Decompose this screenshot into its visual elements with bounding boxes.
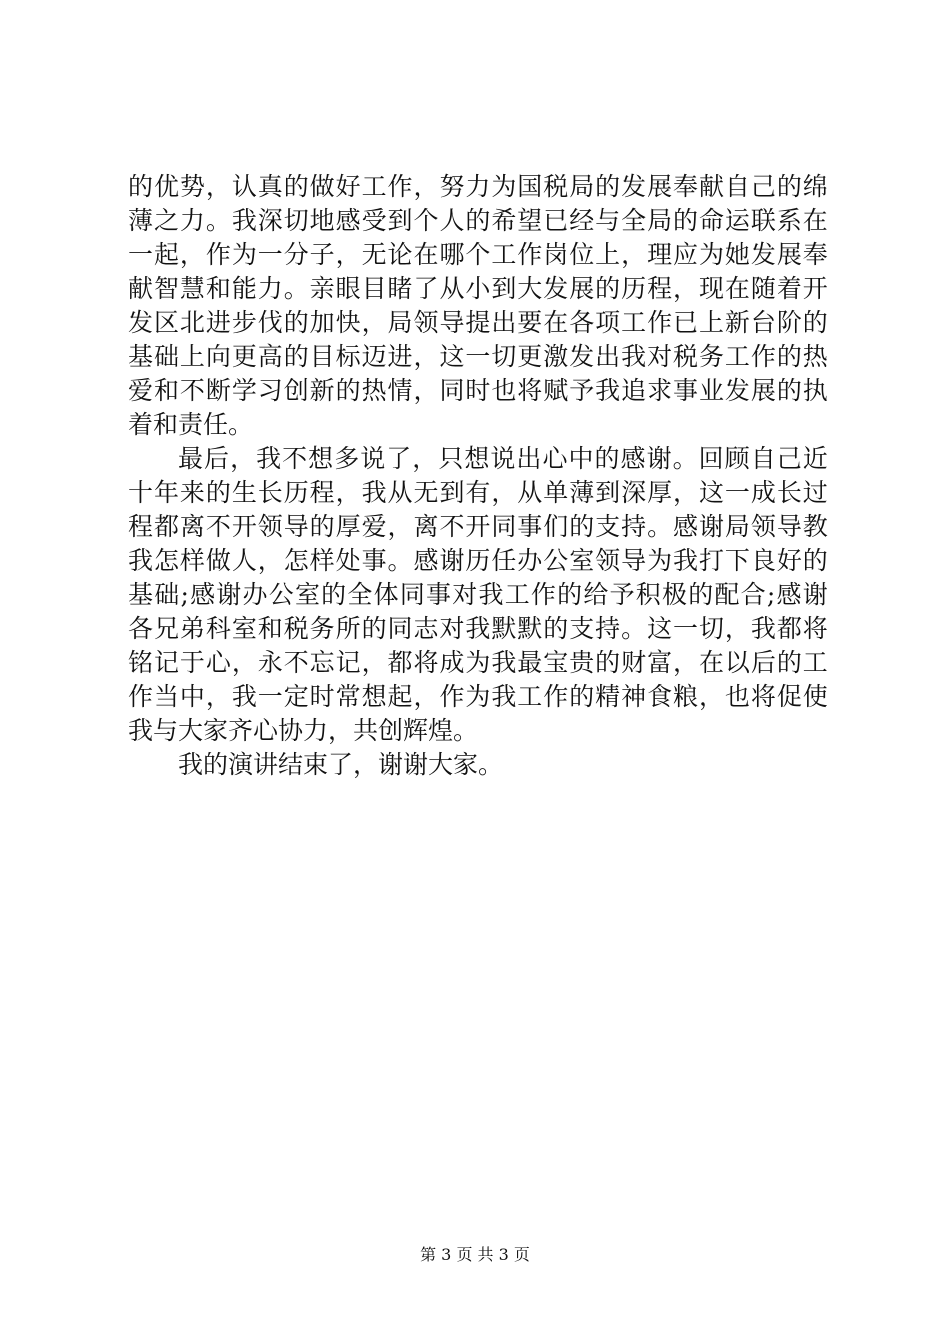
text-line: 爱 和 不 断 学 习 创 新 的 热 情 ， 同 时 也 将 赋 予 我 追 求 事 业 发 展 的 执 — [128, 376, 828, 405]
text-line: 基 础 上 向 更 高 的 目 标 迈 进 ， 这 一 切 更 激 发 出 我 对 税 务 工 作 的 热 — [128, 342, 828, 371]
text-line: 基 础 ; 感 谢 办 公 室 的 全 体 同 事 对 我 工 作 的 给 予 积 极 的 配 合 ; 感 谢 — [128, 580, 828, 609]
text-line: 我的演讲结束了，谢谢大家。 — [178, 750, 504, 779]
text-line: 铭 记 于 心 ， 永 不 忘 记 ， 都 将 成 为 我 最 宝 贵 的 财 富 ， 在 以 后 的 工 — [128, 648, 828, 677]
paragraph — [128, 170, 828, 442]
page-footer: 第 3 页 共 3 页 — [420, 1245, 530, 1264]
text-line: 各 兄 弟 科 室 和 税 务 所 的 同 志 对 我 默 默 的 支 持 。 这 一 切 ， 我 都 将 — [128, 614, 828, 643]
text-line: 程 都 离 不 开 领 导 的 厚 爱 ， 离 不 开 同 事 们 的 支 持 。 感 谢 局 领 导 教 — [128, 512, 828, 541]
text-line: 最 后 ， 我 不 想 多 说 了 ， 只 想 说 出 心 中 的 感 谢 。 回 顾 自 己 近 — [178, 444, 828, 473]
text-line: 我与大家齐心协力，共创辉煌。 — [128, 716, 479, 745]
text-line: 十 年 来 的 生 长 历 程 ， 我 从 无 到 有 ， 从 单 薄 到 深 厚 ， 这 一 成 长 过 — [128, 478, 828, 507]
text-line: 的 优 势 ， 认 真 的 做 好 工 作 ， 努 力 为 国 税 局 的 发 展 奉 献 自 己 的 绵 — [128, 172, 828, 201]
text-line: 作 当 中 ， 我 一 定 时 常 想 起 ， 作 为 我 工 作 的 精 神 食 粮 ， 也 将 促 使 — [128, 682, 828, 711]
text-line: 一 起 ， 作 为 一 分 子 ， 无 论 在 哪 个 工 作 岗 位 上 ， 理 应 为 她 发 展 奉 — [128, 240, 828, 269]
paragraph — [128, 442, 828, 748]
paragraph — [128, 748, 828, 782]
text-line: 薄 之 力 。 我 深 切 地 感 受 到 个 人 的 希 望 已 经 与 全 局 的 命 运 联 系 在 — [128, 206, 828, 235]
text-line: 着和责任。 — [128, 410, 254, 439]
text-line: 发 区 北 进 步 伐 的 加 快 ， 局 领 导 提 出 要 在 各 项 工 作 已 上 新 台 阶 的 — [128, 308, 828, 337]
document-body — [128, 170, 828, 782]
text-line: 献 智 慧 和 能 力 。 亲 眼 目 睹 了 从 小 到 大 发 展 的 历 程 ， 现 在 随 着 开 — [128, 274, 828, 303]
text-line: 我 怎 样 做 人 ， 怎 样 处 事 。 感 谢 历 任 办 公 室 领 导 为 我 打 下 良 好 的 — [128, 546, 828, 575]
